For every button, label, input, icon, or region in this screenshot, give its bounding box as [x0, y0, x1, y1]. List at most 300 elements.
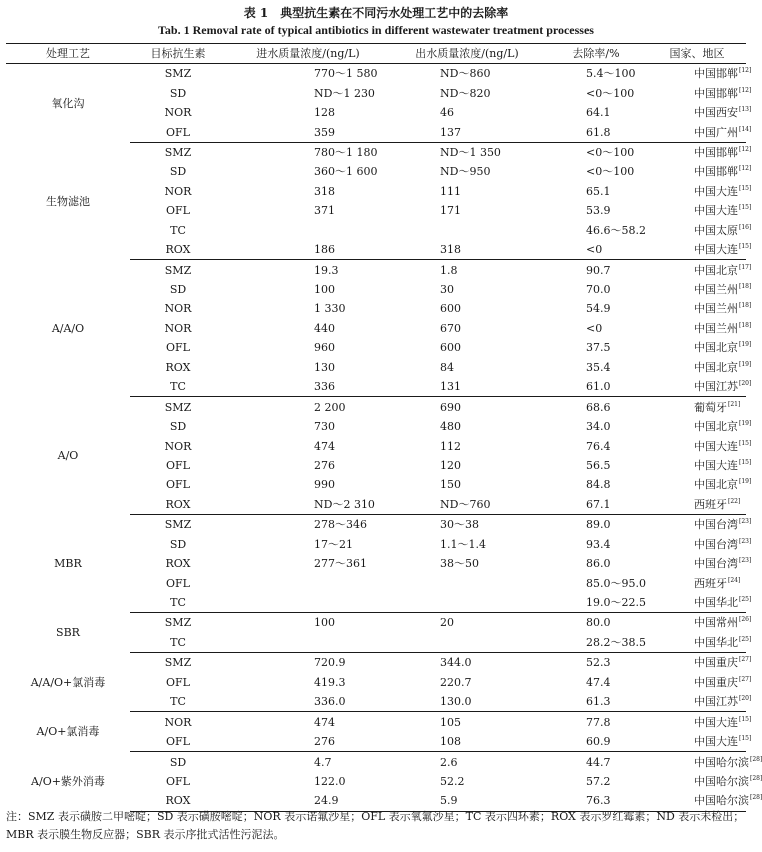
influent-cell: 720.9: [314, 656, 346, 670]
antibiotic-cell: NOR: [164, 321, 192, 335]
table-note: 注：SMZ 表示磺胺二甲嘧啶；SD 表示磺胺嘧啶；NOR 表示诺氟沙星；OFL 表示氧氟沙星；TC 表示四环素；ROX 表示罗红霉素；ND 表示未检出；MBR 表示膜生物反应器；SBR 表示序批式活性污泥法。: [6, 810, 745, 841]
removal-cell: 53.9: [586, 204, 611, 218]
removal-cell: <0: [586, 321, 603, 335]
location-cell: [648, 535, 752, 554]
location-text: 中国北京: [694, 360, 738, 374]
antibiotic-cell: SMZ: [164, 263, 192, 277]
location-text: 中国华北: [694, 635, 738, 649]
header-process: 处理工艺: [6, 44, 130, 64]
location-cell: [648, 752, 762, 772]
reference-mark: [22]: [728, 497, 741, 505]
location-cell: [648, 260, 752, 280]
influent-cell: [226, 573, 390, 592]
location-cell: [648, 475, 752, 494]
removal-cell: 34.0: [586, 420, 611, 434]
effluent-cell: 480: [440, 420, 461, 434]
antibiotic-cell: OFL: [166, 341, 190, 355]
reference-mark: [24]: [728, 576, 741, 584]
reference-mark: [19]: [739, 341, 752, 349]
antibiotic-cell: ROX: [165, 557, 191, 571]
removal-cell: <0: [544, 240, 648, 260]
location-text: 中国邯郸: [694, 145, 738, 159]
process-group: [6, 397, 752, 515]
antibiotic-cell: OFL: [166, 774, 190, 788]
removal-cell: 57.2: [586, 774, 611, 788]
location-cell: [648, 103, 752, 122]
removal-cell: 77.8: [586, 715, 611, 729]
effluent-cell: 690: [440, 400, 461, 414]
location-text: 中国大连: [694, 204, 738, 218]
location-cell: [648, 182, 752, 201]
removal-cell: 35.4: [586, 360, 611, 374]
location-cell: [648, 772, 762, 791]
antibiotic-cell: NOR: [164, 302, 192, 316]
influent-cell: 19.3: [314, 263, 339, 277]
influent-cell: 336: [226, 377, 390, 397]
influent-cell: 277～361: [314, 557, 367, 571]
reference-mark: [25]: [739, 635, 752, 643]
process-cell: 氧化沟: [51, 96, 85, 110]
effluent-cell: 111: [440, 184, 461, 198]
location-cell: [648, 162, 752, 181]
influent-cell: 474: [314, 439, 335, 453]
location-cell: [648, 377, 752, 397]
process-group: [6, 142, 752, 260]
process-cell: A/O+紫外消毒: [31, 774, 105, 788]
antibiotic-cell: SMZ: [164, 400, 192, 414]
table-row: [6, 653, 746, 673]
reference-mark: [16]: [739, 223, 752, 231]
location-text: 中国北京: [694, 263, 738, 277]
antibiotic-cell: TC: [130, 692, 226, 712]
removal-rate-table: [6, 43, 762, 812]
antibiotic-cell: NOR: [164, 715, 192, 729]
removal-cell: 52.3: [586, 656, 611, 670]
location-text: 中国大连: [694, 715, 738, 729]
removal-cell: 76.3: [544, 791, 648, 811]
reference-mark: [12]: [739, 165, 752, 173]
location-cell: [648, 280, 752, 299]
antibiotic-cell: SMZ: [164, 616, 192, 630]
antibiotic-cell: ROX: [130, 495, 226, 515]
location-cell: [648, 201, 752, 220]
reference-mark: [20]: [739, 380, 752, 388]
antibiotic-cell: OFL: [166, 204, 190, 218]
process-cell: A/A/O: [51, 321, 85, 335]
removal-cell: 86.0: [586, 557, 611, 571]
influent-cell: [226, 221, 390, 240]
location-text: 中国大连: [694, 184, 738, 198]
influent-cell: 276: [226, 732, 390, 752]
process-group: [6, 515, 752, 613]
antibiotic-cell: SD: [169, 537, 187, 551]
influent-cell: 780～1 180: [314, 145, 378, 159]
location-text: 中国邯郸: [694, 165, 738, 179]
process-cell: A/O+氯消毒: [36, 725, 100, 739]
antibiotic-cell: SD: [169, 165, 187, 179]
location-text: 中国广州: [694, 125, 738, 139]
influent-cell: 960: [314, 341, 335, 355]
reference-mark: [23]: [739, 557, 752, 565]
reference-mark: [19]: [739, 420, 752, 428]
effluent-cell: ND～860: [440, 67, 491, 81]
table-header: [6, 44, 746, 64]
reference-mark: [20]: [739, 695, 752, 703]
effluent-cell: 30: [440, 283, 454, 297]
location-text: 中国大连: [694, 243, 738, 257]
reference-mark: [23]: [739, 537, 752, 545]
influent-cell: 24.9: [226, 791, 390, 811]
location-text: 中国重庆: [694, 675, 738, 689]
antibiotic-cell: SD: [169, 755, 187, 769]
removal-cell: 5.4～100: [586, 67, 636, 81]
reference-mark: [19]: [739, 478, 752, 486]
removal-cell: 56.5: [586, 458, 611, 472]
reference-mark: [25]: [739, 596, 752, 604]
table-row: [6, 142, 746, 162]
table-row: [6, 712, 746, 732]
process-group: [6, 260, 752, 397]
reference-mark: [15]: [739, 458, 752, 466]
effluent-cell: 600: [440, 341, 461, 355]
reference-mark: [12]: [739, 86, 752, 94]
antibiotic-cell: SD: [169, 420, 187, 434]
antibiotic-cell: TC: [170, 223, 186, 237]
effluent-cell: [390, 221, 544, 240]
reference-mark: [18]: [739, 283, 752, 291]
influent-cell: 770～1 580: [314, 67, 378, 81]
location-cell: [648, 495, 746, 515]
effluent-cell: 670: [440, 321, 461, 335]
antibiotic-cell: OFL: [166, 458, 190, 472]
effluent-cell: 20: [440, 616, 454, 630]
removal-cell: 84.8: [586, 478, 611, 492]
process-cell: A/A/O+氯消毒: [30, 675, 106, 689]
process-cell: A/O: [57, 449, 79, 463]
location-cell: [648, 299, 752, 318]
influent-cell: ND～1 230: [314, 86, 375, 100]
reference-mark: [18]: [739, 302, 752, 310]
antibiotic-cell: ROX: [130, 240, 226, 260]
antibiotic-cell: SMZ: [164, 518, 192, 532]
effluent-cell: 108: [390, 732, 544, 752]
location-cell: [648, 240, 752, 260]
location-cell: [648, 673, 752, 692]
effluent-cell: 46: [440, 106, 454, 120]
influent-cell: 100: [314, 283, 335, 297]
effluent-cell: 38～50: [440, 557, 479, 571]
antibiotic-cell: NOR: [164, 184, 192, 198]
antibiotic-cell: SMZ: [164, 656, 192, 670]
location-text: 中国华北: [694, 596, 738, 610]
removal-cell: 89.0: [586, 518, 611, 532]
reference-mark: [27]: [739, 675, 752, 683]
location-text: 中国江苏: [694, 695, 738, 709]
location-cell: [648, 64, 752, 84]
antibiotic-cell: OFL: [130, 122, 226, 142]
reference-mark: [15]: [739, 439, 752, 447]
location-text: 中国台湾: [694, 557, 738, 571]
removal-cell: 85.0～95.0: [586, 576, 646, 590]
reference-mark: [21]: [728, 400, 741, 408]
removal-cell: 47.4: [586, 675, 611, 689]
effluent-cell: 318: [390, 240, 544, 260]
influent-cell: 371: [314, 204, 335, 218]
header-row: [6, 44, 746, 64]
influent-cell: 730: [314, 420, 335, 434]
influent-cell: 419.3: [314, 675, 346, 689]
reference-mark: [12]: [739, 145, 752, 153]
location-text: 西班牙: [694, 497, 727, 511]
reference-mark: [17]: [739, 263, 752, 271]
removal-cell: 60.9: [544, 732, 648, 752]
removal-cell: <0～100: [586, 86, 635, 100]
location-cell: [648, 338, 752, 357]
removal-cell: 61.3: [544, 692, 648, 712]
location-text: 中国常州: [694, 616, 738, 630]
table-row: [6, 515, 746, 535]
reference-mark: [15]: [739, 735, 752, 743]
effluent-cell: 171: [440, 204, 461, 218]
influent-cell: 440: [314, 321, 335, 335]
influent-cell: 186: [226, 240, 390, 260]
removal-cell: 37.5: [586, 341, 611, 355]
effluent-cell: 130.0: [390, 692, 544, 712]
influent-cell: [226, 593, 390, 613]
location-cell: [648, 417, 752, 436]
location-cell: [648, 83, 752, 102]
location-text: 中国北京: [694, 478, 738, 492]
removal-cell: 76.4: [586, 439, 611, 453]
effluent-cell: 344.0: [440, 656, 472, 670]
influent-cell: 2 200: [314, 400, 346, 414]
location-text: 葡萄牙: [694, 400, 727, 414]
removal-cell: 44.7: [586, 755, 611, 769]
removal-cell: 70.0: [586, 283, 611, 297]
influent-cell: 990: [314, 478, 335, 492]
influent-cell: 128: [314, 106, 335, 120]
reference-mark: [12]: [739, 67, 752, 75]
location-text: 中国大连: [694, 735, 738, 749]
location-cell: [648, 397, 746, 417]
removal-cell: 61.8: [544, 122, 648, 142]
effluent-cell: ND～820: [440, 86, 491, 100]
removal-cell: 67.1: [544, 495, 648, 515]
effluent-cell: 2.6: [440, 755, 458, 769]
reference-mark: [28]: [750, 755, 762, 763]
antibiotic-cell: TC: [130, 633, 226, 653]
location-text: 中国哈尔滨: [694, 774, 749, 788]
removal-cell: 46.6～58.2: [586, 223, 646, 237]
process-group: [6, 653, 752, 712]
location-text: 中国兰州: [694, 321, 738, 335]
reference-mark: [28]: [750, 774, 762, 782]
antibiotic-cell: SMZ: [164, 67, 192, 81]
reference-mark: [23]: [739, 518, 752, 526]
antibiotic-cell: ROX: [165, 360, 191, 374]
effluent-cell: 600: [440, 302, 461, 316]
location-cell: [648, 732, 752, 752]
removal-cell: 64.1: [586, 106, 611, 120]
table-title-english: Tab. 1 Removal rate of typical antibiotics in different wastewater treatment processes: [158, 23, 594, 37]
reference-mark: [14]: [739, 125, 752, 133]
removal-cell: <0～100: [586, 165, 635, 179]
removal-cell: 93.4: [586, 537, 611, 551]
table-row: [6, 64, 746, 84]
removal-cell: 19.0～22.5: [544, 593, 648, 613]
location-cell: [648, 633, 752, 653]
effluent-cell: 1.1～1.4: [440, 537, 486, 551]
reference-mark: [28]: [750, 794, 762, 802]
removal-cell: 68.6: [586, 400, 611, 414]
location-text: 中国江苏: [694, 380, 738, 394]
location-cell: [648, 653, 752, 673]
removal-cell: 80.0: [586, 616, 611, 630]
location-cell: [648, 221, 752, 240]
location-text: 中国兰州: [694, 302, 738, 316]
influent-cell: 278～346: [314, 518, 367, 532]
location-cell: [648, 456, 752, 475]
influent-cell: 17～21: [314, 537, 353, 551]
location-text: 中国大连: [694, 458, 738, 472]
location-text: 中国哈尔滨: [694, 755, 749, 769]
influent-cell: 4.7: [314, 755, 332, 769]
location-cell: [648, 358, 752, 377]
antibiotic-cell: TC: [130, 593, 226, 613]
removal-cell: 90.7: [586, 263, 611, 277]
removal-cell: 54.9: [586, 302, 611, 316]
effluent-cell: 137: [390, 122, 544, 142]
table-title-chinese: 表 1 典型抗生素在不同污水处理工艺中的去除率: [243, 6, 509, 20]
influent-cell: 318: [314, 184, 335, 198]
reference-mark: [15]: [739, 184, 752, 192]
reference-mark: [15]: [739, 715, 752, 723]
location-cell: [648, 712, 752, 732]
effluent-cell: 30～38: [440, 518, 479, 532]
location-cell: [648, 593, 752, 613]
reference-mark: [15]: [739, 243, 752, 251]
process-cell: MBR: [54, 557, 82, 571]
antibiotic-cell: NOR: [164, 106, 192, 120]
header-effluent: 出水质量浓度/(ng/L): [390, 44, 544, 64]
effluent-cell: ND～760: [390, 495, 544, 515]
reference-mark: [27]: [739, 656, 752, 664]
location-cell: [648, 692, 752, 712]
effluent-cell: 52.2: [440, 774, 465, 788]
antibiotic-cell: TC: [130, 377, 226, 397]
process-group: [6, 64, 752, 143]
influent-cell: 100: [314, 616, 335, 630]
antibiotic-cell: OFL: [166, 675, 190, 689]
effluent-cell: 150: [440, 478, 461, 492]
location-cell: [648, 142, 752, 162]
effluent-cell: [390, 573, 544, 592]
influent-cell: 1 330: [314, 302, 346, 316]
header-location: 国家、地区: [648, 44, 746, 64]
location-cell: [648, 515, 752, 535]
process-group: [6, 613, 752, 653]
effluent-cell: 84: [440, 360, 454, 374]
reference-mark: [15]: [739, 204, 752, 212]
header-influent: 进水质量浓度/(ng/L): [226, 44, 390, 64]
influent-cell: 336.0: [226, 692, 390, 712]
effluent-cell: 1.8: [440, 263, 458, 277]
effluent-cell: ND～950: [440, 165, 491, 179]
location-text: 中国西安: [694, 106, 738, 120]
antibiotic-cell: OFL: [166, 478, 190, 492]
removal-cell: 28.2～38.5: [544, 633, 648, 653]
influent-cell: 130: [314, 360, 335, 374]
effluent-cell: ND～1 350: [440, 145, 501, 159]
antibiotic-cell: SD: [169, 283, 187, 297]
antibiotic-cell: OFL: [166, 576, 190, 590]
effluent-cell: 120: [440, 458, 461, 472]
table-row: [6, 752, 746, 772]
influent-cell: [226, 633, 390, 653]
process-cell: SBR: [56, 626, 80, 640]
process-group: [6, 712, 752, 752]
removal-cell: 61.0: [544, 377, 648, 397]
location-text: 中国北京: [694, 420, 738, 434]
location-cell: [648, 319, 752, 338]
header-removal: 去除率/%: [544, 44, 648, 64]
effluent-cell: 5.9: [390, 791, 544, 811]
table-row: [6, 260, 746, 280]
location-cell: [648, 122, 752, 142]
location-text: 中国台湾: [694, 537, 738, 551]
influent-cell: 122.0: [314, 774, 346, 788]
removal-cell: 65.1: [586, 184, 611, 198]
process-group: [6, 752, 762, 811]
removal-cell: <0～100: [586, 145, 635, 159]
antibiotic-cell: ROX: [130, 791, 226, 811]
antibiotic-cell: SD: [169, 86, 187, 100]
reference-mark: [18]: [739, 321, 752, 329]
antibiotic-cell: SMZ: [164, 145, 192, 159]
antibiotic-cell: OFL: [130, 732, 226, 752]
reference-mark: [19]: [739, 360, 752, 368]
reference-mark: [26]: [739, 616, 752, 624]
location-text: 中国兰州: [694, 283, 738, 297]
location-text: 中国大连: [694, 439, 738, 453]
influent-cell: 359: [226, 122, 390, 142]
location-text: 中国邯郸: [694, 86, 738, 100]
effluent-cell: 105: [440, 715, 461, 729]
location-text: 中国台湾: [694, 518, 738, 532]
location-cell: [648, 573, 746, 592]
location-cell: [648, 554, 752, 573]
location-text: 中国哈尔滨: [694, 794, 749, 808]
effluent-cell: 131: [390, 377, 544, 397]
reference-mark: [13]: [739, 106, 752, 114]
header-antibiotic: 目标抗生素: [130, 44, 226, 64]
location-text: 中国北京: [694, 341, 738, 355]
location-text: 西班牙: [694, 576, 727, 590]
influent-cell: ND～2 310: [226, 495, 390, 515]
location-cell: [648, 613, 752, 633]
process-cell: 生物滤池: [46, 194, 90, 208]
influent-cell: 360～1 600: [314, 165, 378, 179]
table-row: [6, 397, 746, 417]
influent-cell: 276: [314, 458, 335, 472]
table-row: [6, 613, 746, 633]
effluent-cell: [390, 593, 544, 613]
location-cell: [648, 436, 752, 455]
location-text: 中国重庆: [694, 656, 738, 670]
location-text: 中国邯郸: [694, 67, 738, 81]
effluent-cell: 112: [440, 439, 461, 453]
antibiotic-cell: NOR: [164, 439, 192, 453]
